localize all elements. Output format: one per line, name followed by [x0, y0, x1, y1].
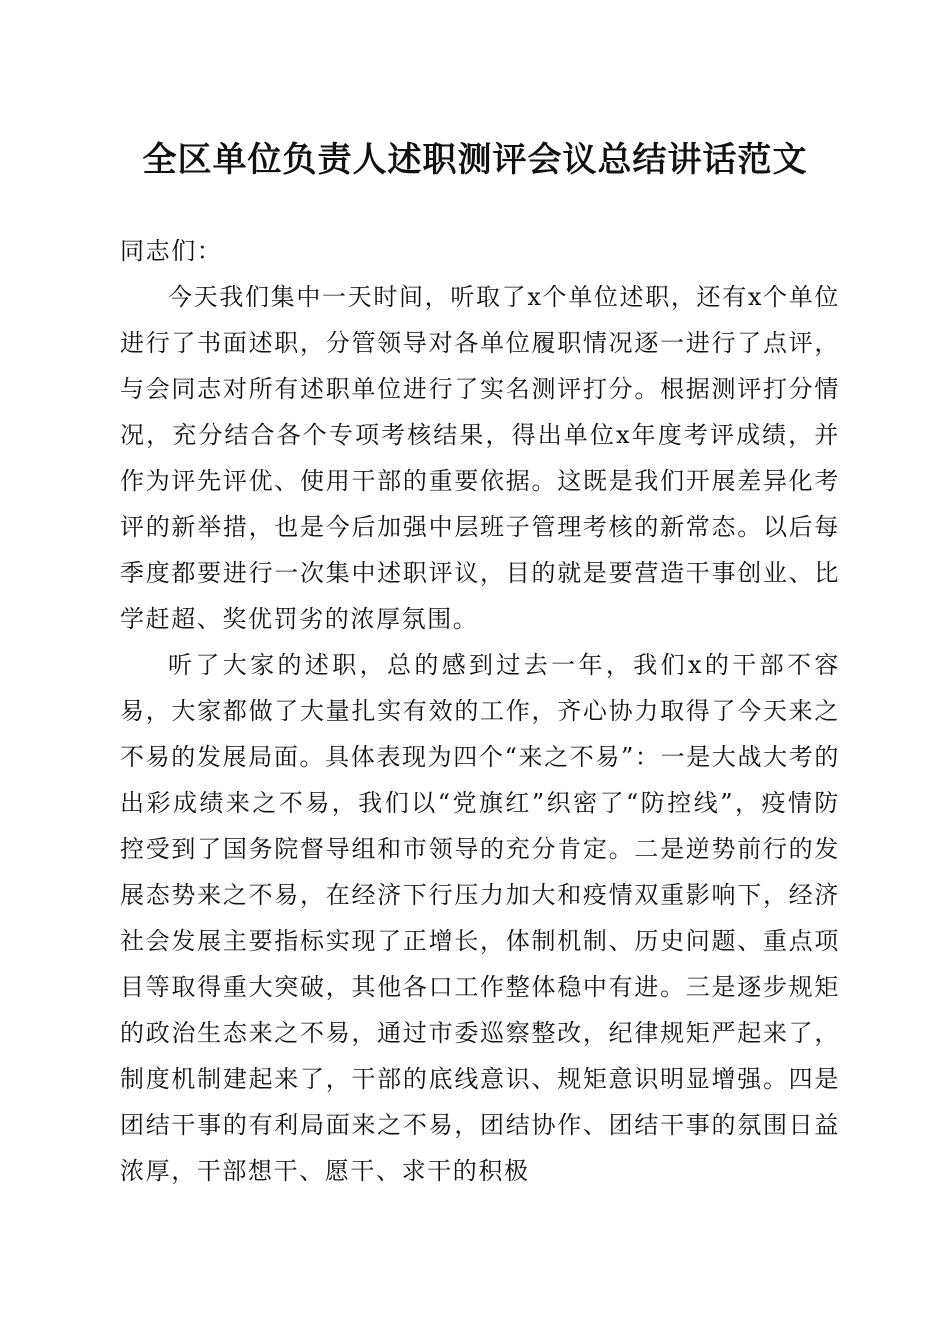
greeting-line: 同志们： — [120, 237, 223, 265]
paragraph-1: 今天我们集中一天时间，听取了x个单位述职，还有x个单位进行了书面述职，分管领导对各单位履职情况逐一进行了点评，与会同志对所有述职单位进行了实名测评打分。根据测评打分情况，充分结合各个专项考核结果，得出单位x年度考评成绩，并作为评先评优、使用干部的重要依据。这既是我们开展差异化考评的新举措，也是今后加强中层班子管理考核的新常态。以后每季度都要进行一次集中述职评议，目的就是要营造干事创业、比学赶超、奖优罚劣的浓厚氛围。 — [120, 283, 840, 633]
document-body — [120, 228, 840, 1194]
document-title: 全区单位负责人述职测评会议总结讲话范文 — [142, 140, 808, 180]
paragraph-2: 听了大家的述职，总的感到过去一年，我们x的干部不容易，大家都做了大量扎实有效的工作，齐心协力取得了今天来之不易的发展局面。具体表现为四个“来之不易”：一是大战大考的出彩成绩来之不易，我们以“党旗红”织密了“防控线”，疫情防控受到了国务院督导组和市领导的充分肯定。二是逆势前行的发展态势来之不易，在经济下行压力加大和疫情双重影响下，经济社会发展主要指标实现了正增长，体制机制、历史问题、重点项目等取得重大突破，其他各口工作整体稳中有进。三是逐步规矩的政治生态来之不易，通过市委巡察整改，纪律规矩严起来了，制度机制建起来了，干部的底线意识、规矩意识明显增强。四是团结干事的有利局面来之不易，团结协作、团结干事的氛围日益浓厚，干部想干、愿干、求干的积极 — [120, 651, 840, 1185]
